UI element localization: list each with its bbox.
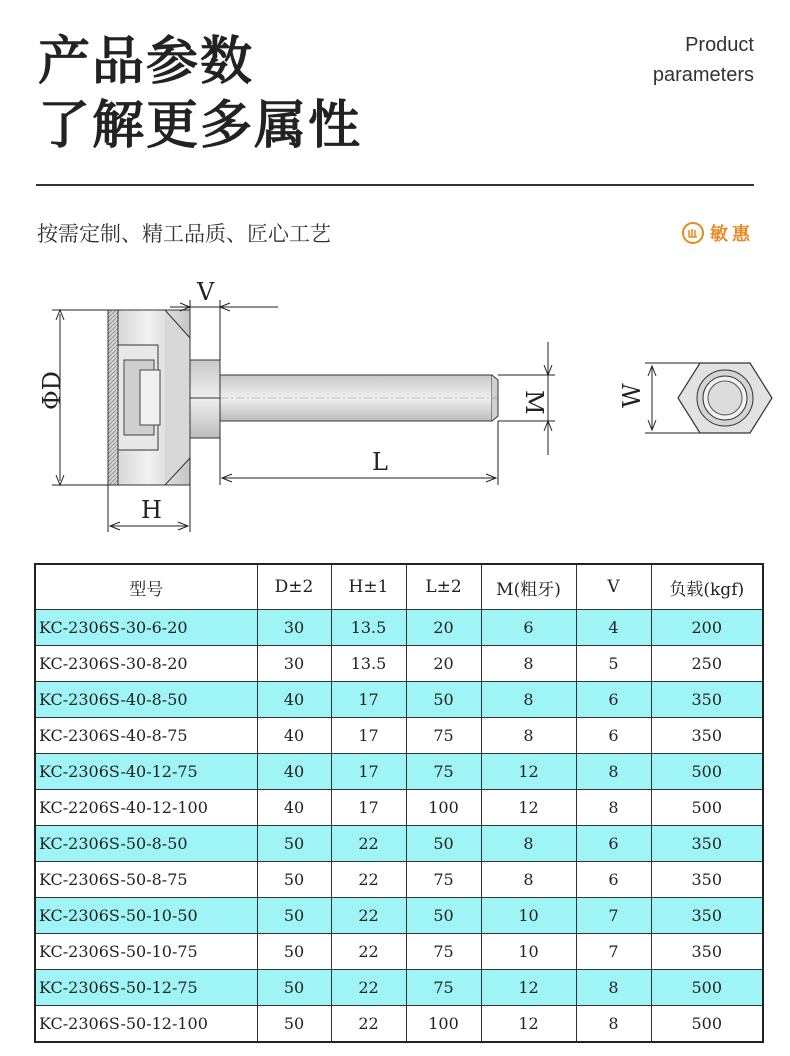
cell-m: 8	[481, 862, 576, 898]
cell-d: 50	[257, 862, 331, 898]
cell-m: 10	[481, 898, 576, 934]
brand-logo	[682, 220, 754, 246]
cell-load: 350	[651, 862, 763, 898]
title-line-2: 了解更多属性	[38, 96, 363, 156]
hex-nut	[190, 360, 220, 438]
cell-v: 6	[576, 826, 651, 862]
cell-h: 17	[331, 718, 406, 754]
cell-h: 22	[331, 934, 406, 970]
cell-l: 75	[406, 862, 481, 898]
cell-load: 200	[651, 610, 763, 646]
col-header-load: 负载(kgf)	[651, 564, 763, 610]
cell-model: KC-2306S-50-10-50	[35, 898, 257, 934]
english-title	[653, 30, 754, 90]
table-row	[35, 826, 763, 862]
cell-d: 40	[257, 682, 331, 718]
cell-load: 350	[651, 934, 763, 970]
cell-l: 20	[406, 646, 481, 682]
cell-d: 40	[257, 754, 331, 790]
english-title-line-1: Product	[685, 34, 754, 56]
cell-l: 75	[406, 970, 481, 1006]
cell-load: 500	[651, 1006, 763, 1043]
col-header-l: L±2	[406, 564, 481, 610]
cell-l: 20	[406, 610, 481, 646]
cell-v: 4	[576, 610, 651, 646]
dim-label-v: V	[197, 278, 215, 306]
cell-h: 13.5	[331, 610, 406, 646]
cell-l: 100	[406, 790, 481, 826]
cell-l: 75	[406, 718, 481, 754]
cell-v: 5	[576, 646, 651, 682]
cell-v: 8	[576, 970, 651, 1006]
col-header-v: V	[576, 564, 651, 610]
page-title	[38, 30, 362, 158]
cell-m: 12	[481, 970, 576, 1006]
cell-h: 17	[331, 754, 406, 790]
cell-model: KC-2306S-50-8-75	[35, 862, 257, 898]
col-header-h: H±1	[331, 564, 406, 610]
slogan: 按需定制、精工品质、匠心工艺	[37, 222, 331, 246]
header-divider	[36, 184, 754, 186]
brand-name: 敏惠	[710, 224, 754, 245]
cell-d: 40	[257, 718, 331, 754]
cell-l: 50	[406, 826, 481, 862]
cell-model: KC-2306S-30-6-20	[35, 610, 257, 646]
cell-m: 8	[481, 718, 576, 754]
cell-m: 12	[481, 754, 576, 790]
cell-h: 22	[331, 898, 406, 934]
cell-d: 50	[257, 934, 331, 970]
cell-load: 350	[651, 898, 763, 934]
cell-model: KC-2306S-30-8-20	[35, 646, 257, 682]
cell-d: 50	[257, 970, 331, 1006]
cell-load: 500	[651, 970, 763, 1006]
cell-model: KC-2306S-50-10-75	[35, 934, 257, 970]
cell-l: 100	[406, 1006, 481, 1043]
cell-m: 12	[481, 790, 576, 826]
end-view	[678, 363, 772, 433]
cell-l: 75	[406, 754, 481, 790]
cell-v: 8	[576, 790, 651, 826]
dim-label-m: M	[520, 390, 548, 415]
table-row	[35, 934, 763, 970]
table-row	[35, 718, 763, 754]
table-header-row	[35, 564, 763, 610]
cell-m: 8	[481, 682, 576, 718]
cell-model: KC-2306S-50-12-75	[35, 970, 257, 1006]
table-row	[35, 610, 763, 646]
cell-load: 350	[651, 826, 763, 862]
cell-d: 50	[257, 898, 331, 934]
cell-v: 6	[576, 718, 651, 754]
cell-v: 7	[576, 934, 651, 970]
cell-model: KC-2306S-40-8-75	[35, 718, 257, 754]
cell-h: 22	[331, 1006, 406, 1043]
cell-h: 17	[331, 790, 406, 826]
cell-m: 12	[481, 1006, 576, 1043]
title-line-1: 产品参数	[38, 32, 255, 92]
cell-load: 350	[651, 682, 763, 718]
threaded-stud	[220, 375, 498, 421]
cell-d: 40	[257, 790, 331, 826]
dim-label-h: H	[141, 496, 162, 524]
technical-drawing	[0, 270, 790, 545]
cell-m: 6	[481, 610, 576, 646]
dim-label-l: L	[372, 448, 388, 476]
cell-load: 350	[651, 718, 763, 754]
cell-m: 10	[481, 934, 576, 970]
cell-v: 6	[576, 862, 651, 898]
cell-v: 8	[576, 1006, 651, 1043]
cell-h: 22	[331, 970, 406, 1006]
col-header-m: M(粗牙)	[481, 564, 576, 610]
cell-d: 30	[257, 610, 331, 646]
cell-m: 8	[481, 826, 576, 862]
cell-load: 500	[651, 790, 763, 826]
table-row	[35, 790, 763, 826]
cell-model: KC-2306S-40-8-50	[35, 682, 257, 718]
cell-model: KC-2206S-40-12-100	[35, 790, 257, 826]
brand-mark-icon	[682, 222, 704, 244]
cell-v: 8	[576, 754, 651, 790]
cell-h: 13.5	[331, 646, 406, 682]
cell-model: KC-2306S-50-8-50	[35, 826, 257, 862]
cell-load: 250	[651, 646, 763, 682]
cell-h: 22	[331, 826, 406, 862]
spec-table	[34, 563, 764, 1043]
cell-h: 17	[331, 682, 406, 718]
cell-model: KC-2306S-50-12-100	[35, 1006, 257, 1043]
table-row	[35, 646, 763, 682]
cell-load: 500	[651, 754, 763, 790]
cell-d: 50	[257, 826, 331, 862]
cell-model: KC-2306S-40-12-75	[35, 754, 257, 790]
col-header-d: D±2	[257, 564, 331, 610]
dim-label-w: W	[618, 383, 646, 408]
base-pad	[108, 310, 190, 485]
table-row	[35, 862, 763, 898]
cell-l: 75	[406, 934, 481, 970]
table-row	[35, 970, 763, 1006]
col-header-model: 型号	[35, 564, 257, 610]
english-title-line-2: parameters	[652, 64, 754, 86]
cell-v: 7	[576, 898, 651, 934]
table-row	[35, 898, 763, 934]
cell-d: 50	[257, 1006, 331, 1043]
cell-v: 6	[576, 682, 651, 718]
table-row	[35, 1006, 763, 1043]
dim-label-d: ΦD	[38, 371, 66, 410]
cell-l: 50	[406, 898, 481, 934]
cell-m: 8	[481, 646, 576, 682]
table-row	[35, 754, 763, 790]
cell-l: 50	[406, 682, 481, 718]
table-row	[35, 682, 763, 718]
cell-d: 30	[257, 646, 331, 682]
cell-h: 22	[331, 862, 406, 898]
